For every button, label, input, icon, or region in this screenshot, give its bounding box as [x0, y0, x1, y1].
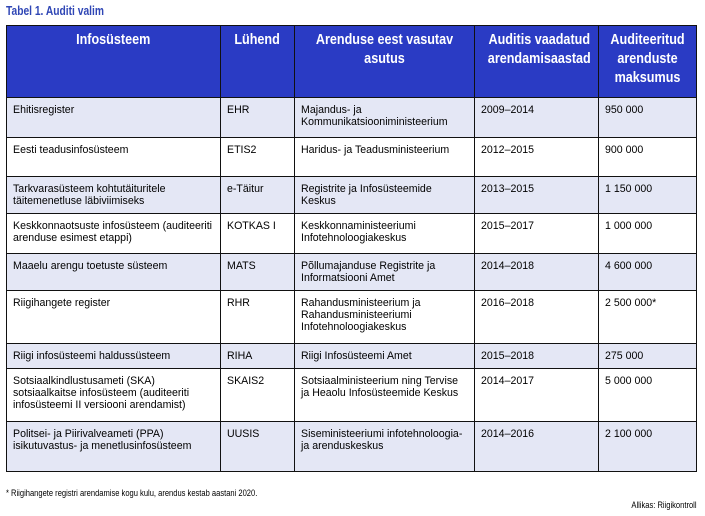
cell-cost: 275 000: [599, 344, 697, 369]
cell-agency: Siseministeeriumi infotehnoloogia- ja arenduskeskus: [295, 422, 475, 472]
header-infosysteem: Infosüsteem: [7, 26, 221, 98]
source-note: Allikas: Riigikontroll: [631, 500, 697, 510]
cell-years: 2012–2015: [475, 138, 599, 177]
cell-years: 2014–2017: [475, 369, 599, 422]
header-aastad: Auditis vaadatud arendamisaastad: [475, 26, 599, 98]
header-asutus: Arenduse eest vasutav asutus: [295, 26, 475, 98]
cell-cost: 1 150 000: [599, 177, 697, 214]
cell-cost: 1 000 000: [599, 214, 697, 254]
table-row: [7, 98, 697, 138]
table-row: [7, 422, 697, 472]
cell-agency: Majandus- ja Kommunikatsiooniministeerium: [295, 98, 475, 138]
cell-years: 2015–2017: [475, 214, 599, 254]
cell-abbr: RHR: [221, 291, 295, 344]
table-row: [7, 291, 697, 344]
cell-agency: Riigi Infosüsteemi Amet: [295, 344, 475, 369]
cell-abbr: MATS: [221, 254, 295, 291]
cell-cost: 4 600 000: [599, 254, 697, 291]
cell-years: 2016–2018: [475, 291, 599, 344]
cell-system: Riigihangete register: [7, 291, 221, 344]
cell-years: 2013–2015: [475, 177, 599, 214]
cell-system: Riigi infosüsteemi haldussüsteem: [7, 344, 221, 369]
cell-cost: 950 000: [599, 98, 697, 138]
table-row: [7, 138, 697, 177]
table-row: [7, 214, 697, 254]
table-row: [7, 344, 697, 369]
cell-abbr: UUSIS: [221, 422, 295, 472]
cell-system: Keskkonnaotsuste infosüsteem (auditeeriti arenduse esimest etappi): [7, 214, 221, 254]
table-row: [7, 254, 697, 291]
cell-years: 2009–2014: [475, 98, 599, 138]
cell-cost: 5 000 000: [599, 369, 697, 422]
cell-system: Ehitisregister: [7, 98, 221, 138]
cell-agency: Registrite ja Infosüsteemide Keskus: [295, 177, 475, 214]
audit-sample-table: [6, 25, 697, 472]
header-maksumus: Auditeeritud arenduste maksumus: [599, 26, 697, 98]
cell-years: 2015–2018: [475, 344, 599, 369]
header-row: [7, 26, 697, 98]
footnote: * Riigihangete registri arendamise kogu kulu, arendus kestab aastani 2020.: [6, 488, 258, 498]
cell-system: Politsei- ja Piirivalveameti (PPA) isikutuvastus- ja menetlusinfosüsteem: [7, 422, 221, 472]
cell-system: Maaelu arengu toetuste süsteem: [7, 254, 221, 291]
cell-agency: Sotsiaalministeerium ning Tervise ja Heaolu Infosüsteemide Keskus: [295, 369, 475, 422]
table-row: [7, 177, 697, 214]
cell-abbr: ETIS2: [221, 138, 295, 177]
cell-system: Eesti teadusinfosüsteem: [7, 138, 221, 177]
cell-system: Tarkvarasüsteem kohtutäituritele täitemenetluse läbiviimiseks: [7, 177, 221, 214]
cell-abbr: KOTKAS I: [221, 214, 295, 254]
table-caption: Tabel 1. Auditi valim: [6, 4, 104, 18]
cell-abbr: e-Täitur: [221, 177, 295, 214]
cell-cost: 2 100 000: [599, 422, 697, 472]
cell-years: 2014–2016: [475, 422, 599, 472]
table-row: [7, 369, 697, 422]
cell-system: Sotsiaalkindlustusameti (SKA) sotsiaalkaitse infosüsteem (auditeeriti infosüsteemi II versiooni arendamist): [7, 369, 221, 422]
cell-cost: 900 000: [599, 138, 697, 177]
header-luhend: Lühend: [221, 26, 295, 98]
cell-agency: Põllumajanduse Registrite ja Informatsiooni Amet: [295, 254, 475, 291]
cell-abbr: RIHA: [221, 344, 295, 369]
cell-cost: 2 500 000*: [599, 291, 697, 344]
cell-abbr: EHR: [221, 98, 295, 138]
cell-abbr: SKAIS2: [221, 369, 295, 422]
cell-agency: Keskkonnaministeeriumi Infotehnoloogiakeskus: [295, 214, 475, 254]
cell-years: 2014–2018: [475, 254, 599, 291]
cell-agency: Haridus- ja Teadusministeerium: [295, 138, 475, 177]
cell-agency: Rahandusministeerium ja Rahandusministeeriumi Infotehnoloogiakeskus: [295, 291, 475, 344]
